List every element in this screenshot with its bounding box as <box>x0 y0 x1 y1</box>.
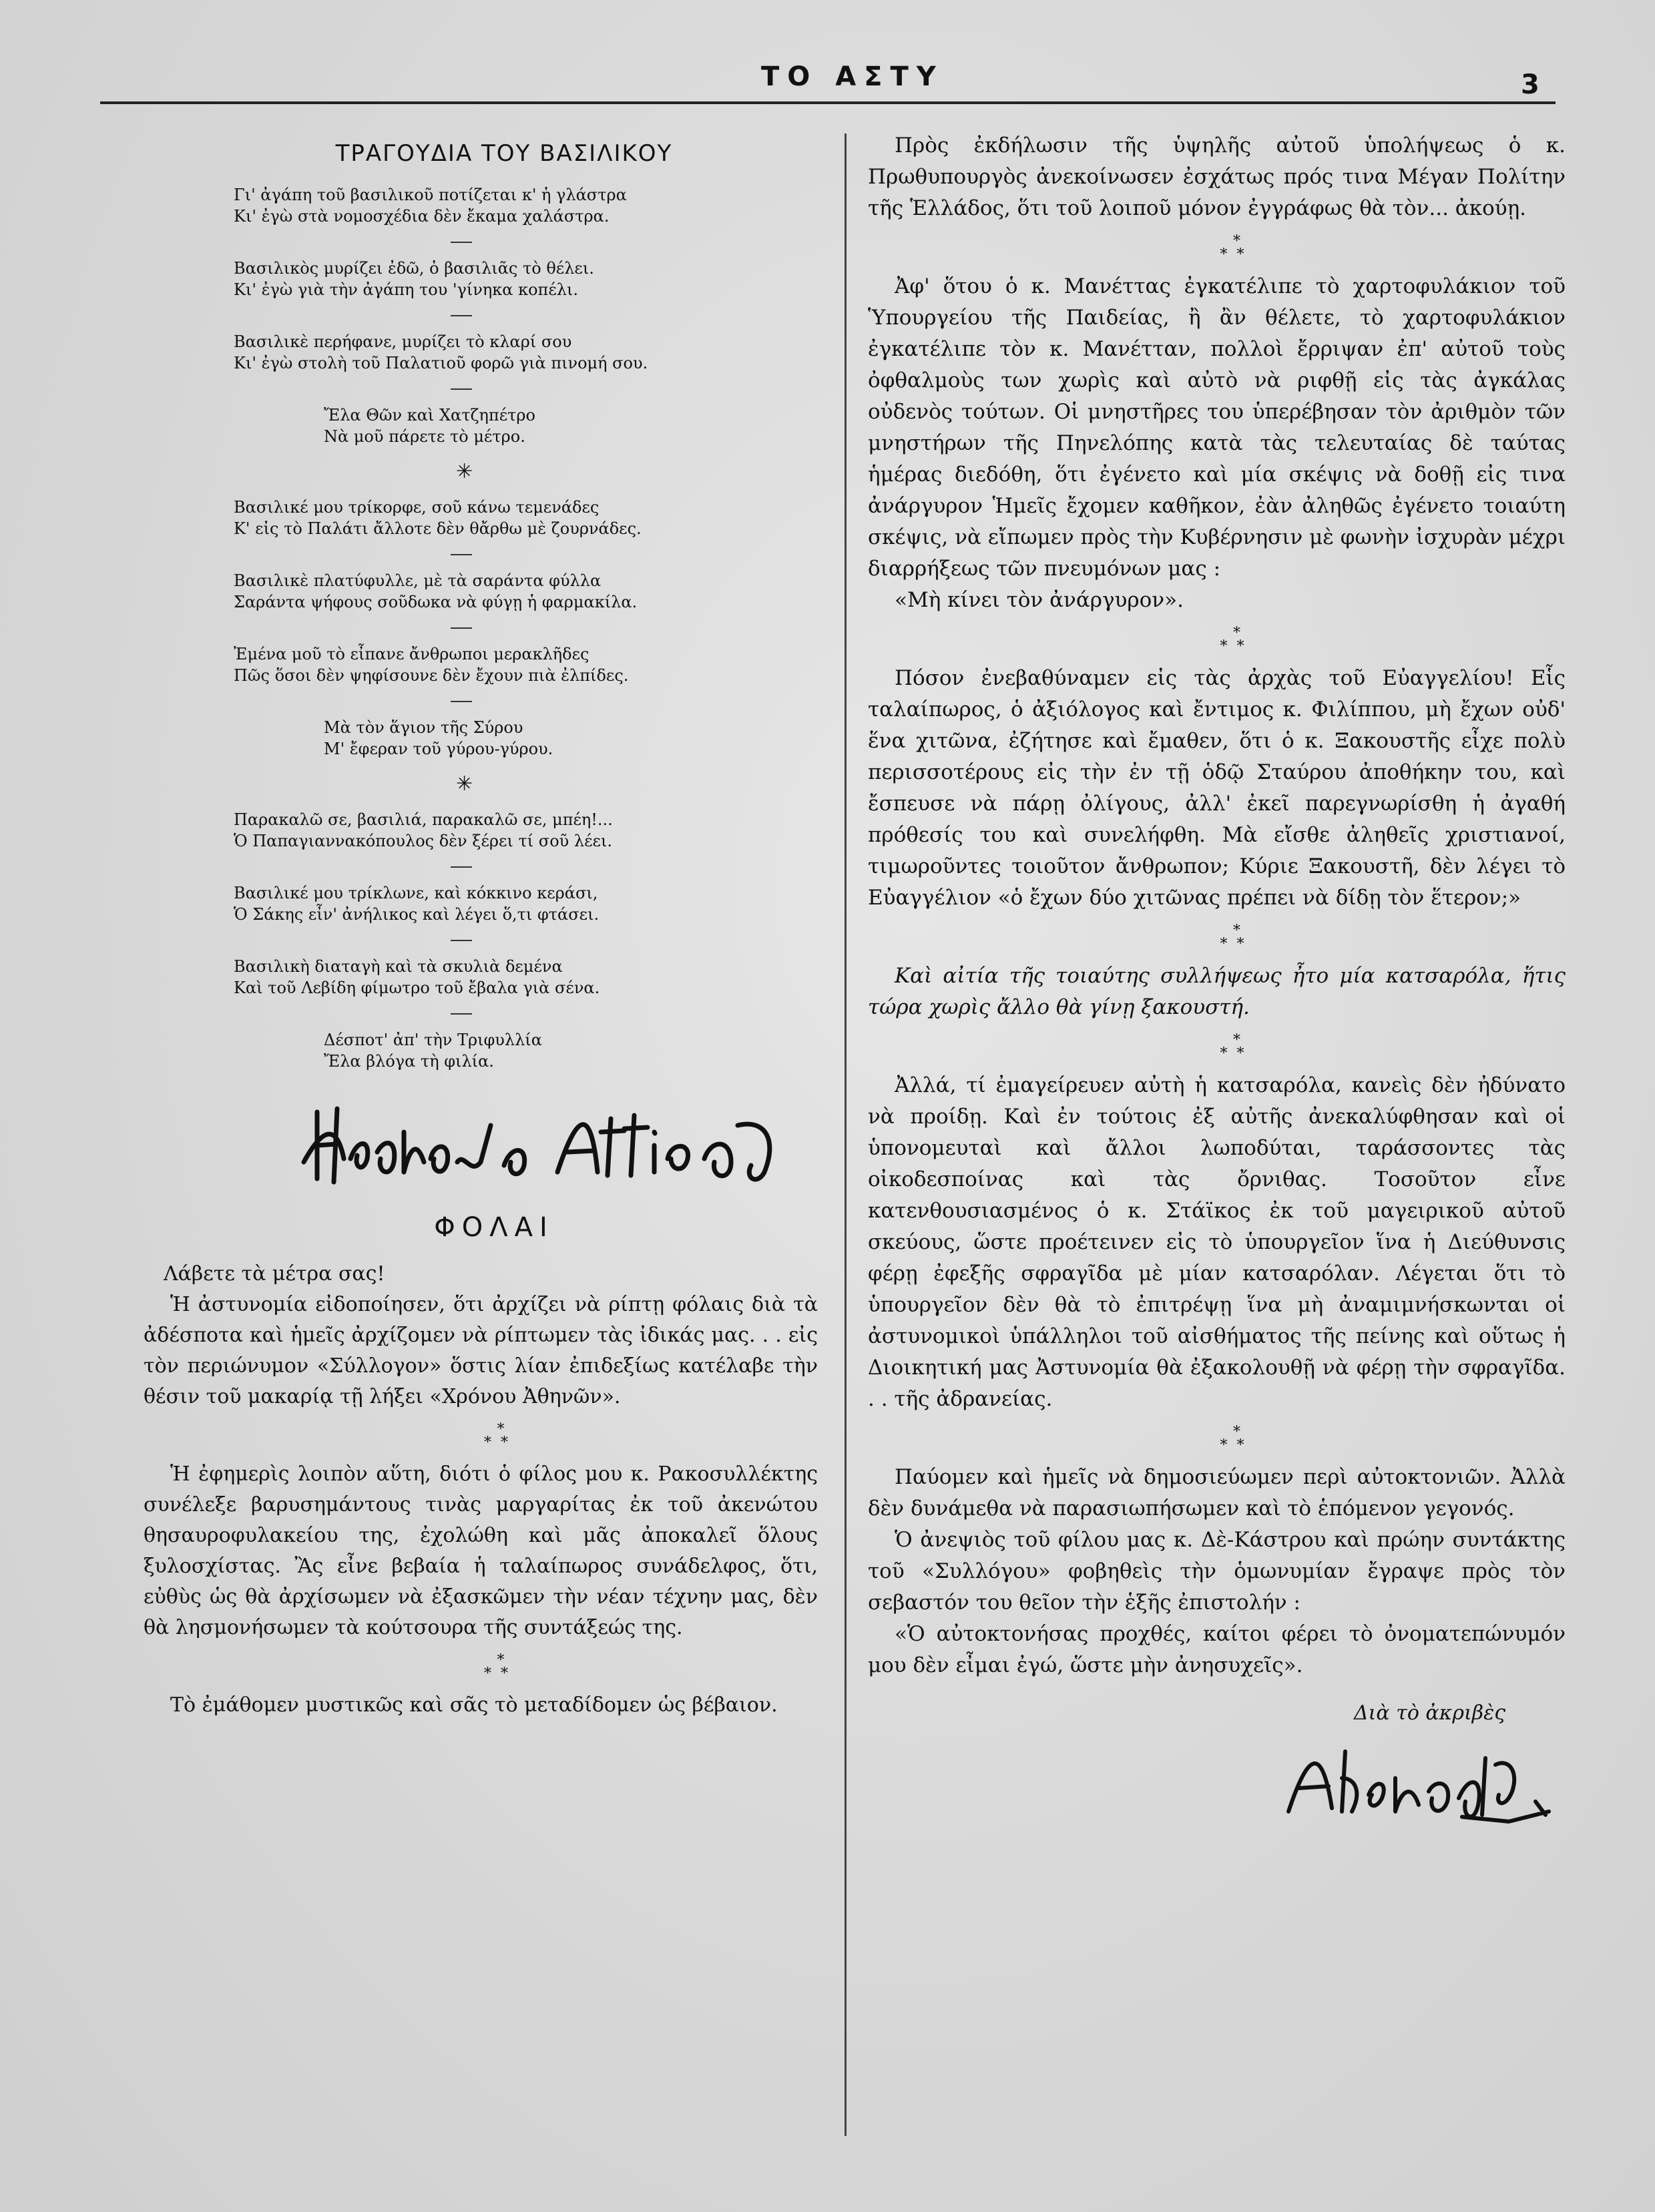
star-icon: * <box>1233 233 1240 250</box>
stanza-separator <box>451 242 472 243</box>
stanza-separator <box>451 627 472 629</box>
star-icon: ** <box>1220 638 1254 655</box>
right-column <box>868 130 1566 1832</box>
paragraph: Καὶ αἰτία τῆς τοιαύτης συλλήψεως ἦτο μία κατσαρόλα, ἥτις τώρα χωρὶς ἄλλο θὰ γίνῃ ξακουστή. <box>868 964 1566 1019</box>
page-number: 3 <box>1521 69 1540 100</box>
star-icon: ** <box>1220 1437 1254 1454</box>
paragraph: «Ὁ αὐτοκτονήσας προχθές, καίτοι φέρει τὸ ὀνοματεπώνυμόν μου δὲν εἶμαι ἐγώ, ὥστε μὴν ἀνησυχεῖς». <box>868 1622 1566 1677</box>
poem-line: Ἔλα Θῶν καὶ Χατζηπέτρο <box>324 406 535 425</box>
paragraph: Ὁ ἀνεψιὸς τοῦ φίλου μας κ. Δὲ-Κάστρου καὶ πρώην συντάκτης τοῦ «Συλλόγου» φοβηθεὶς τὴν ὁμωνυμίαν ἔγραψε πρὸς τὸν σεβαστόν του θεῖον τὴν ἑξῆς ἐπιστολήν : <box>868 1528 1566 1615</box>
poem-line: Σαράντα ψήφους σοῦδωκα νὰ φύγῃ ἡ φαρμακίλα. <box>234 593 638 611</box>
section-break <box>868 1034 1566 1061</box>
asterism-ornament-icon: ✳ <box>456 460 473 483</box>
paragraph: Ἀφ' ὅτου ὁ κ. Μανέττας ἐγκατέλιπε τὸ χαρτοφυλάκιον τοῦ Ὑπουργείου τῆς Παιδείας, ἢ ἂν θέλετε, τὸ χαρτοφυλάκιον ἐγκατέλιπε τὸν κ. Μανέτταν, πολλοὶ ἔρριψαν ἐπ' αὐτοῦ τοὺς ὀφθαλμοὺς των χωρὶς καὶ αὐτὸ νὰ ριφθῇ εἰς τὰς ἀγκάλας οὐδενὸς τούτων. Οἱ μνηστῆρες του ὑπερέβησαν τὸν ἀριθμὸν τῶν μνηστήρων τῆς Πηνελόπης κατὰ τὰς τελευταίας δὲ ταύτας ἡμέρας διεδόθη, ὅτι ἐγένετο καὶ μία σκέψις νὰ δοθῇ εἰς τινα ἀνάργυρον Ἡμεῖς ἔχομεν καθῆκον, ἐὰν ἀληθῶς ἐγένετο τοιαύτη σκέψις, νὰ εἴπωμεν πρὸς τὴν Κυβέρνησιν μὲ φωνὴν ἰσχυρὰν μέχρι διαρρήξεως τῶν πνευμόνων μας : <box>868 274 1566 581</box>
left-column <box>144 140 818 1721</box>
star-icon: * <box>1233 625 1240 641</box>
poem-line: Κι' ἐγὼ στολὴ τοῦ Παλατιοῦ φορῶ γιὰ πινομή σου. <box>234 354 648 372</box>
poem-line: Ἔλα βλόγα τὴ φιλία. <box>324 1052 494 1071</box>
signature-herodes <box>144 1099 818 1199</box>
stanza-separator <box>451 1013 472 1015</box>
closing-line: Διὰ τὸ ἀκριβὲς <box>1354 1701 1505 1725</box>
poem-line: Ἐμένα μοῦ τὸ εἶπανε ἄνθρωποι μερακλῆδες <box>234 645 589 663</box>
section-break <box>868 924 1566 951</box>
poem-line: Γι' ἀγάπη τοῦ βασιλικοῦ ποτίζεται κ' ἡ γλάστρα <box>234 186 627 204</box>
stanza <box>324 1029 818 1072</box>
asterism-ornament-icon: ✳ <box>456 772 473 796</box>
poem-line: Βασιλικὲ πλατύφυλλε, μὲ τὰ σαράντα φύλλα <box>234 571 602 590</box>
star-icon: ** <box>1220 1045 1254 1062</box>
header-rule <box>100 101 1556 104</box>
handwritten-signature-icon <box>297 1099 804 1192</box>
stanza <box>234 643 818 686</box>
paragraph: Παύομεν καὶ ἡμεῖς νὰ δημοσιεύωμεν περὶ αὐτοκτονιῶν. Ἀλλὰ δὲν δυνάμεθα νὰ παρασιωπήσωμεν καὶ τὸ ἑπόμενον γεγονός. <box>868 1465 1566 1520</box>
poem-line: Ὁ Παπαγιαννακόπουλος δὲν ξέρει τί σοῦ λέει. <box>234 832 612 850</box>
poem-line: Βασιλικὴ διαταγὴ καὶ τὰ σκυλιὰ δεμένα <box>234 957 563 976</box>
poem-line: Πῶς ὅσοι δὲν ψηφίσουνε δὲν ἔχουν πιὰ ἐλπίδες. <box>234 666 629 685</box>
poem-line: Κι' ἐγὼ στὰ νομοσχέδια δὲν ἔκαμα χαλάστρα. <box>234 207 610 226</box>
star-icon: * <box>1233 1424 1240 1440</box>
poem-line: Μ' ἔφεραν τοῦ γύρου-γύρου. <box>324 740 553 758</box>
paragraph: Λάβετε τὰ μέτρα σας! <box>164 1262 385 1286</box>
section-break <box>144 1423 818 1450</box>
stanza-separator <box>451 701 472 702</box>
poem-line: Βασιλικέ μου τρίκορφε, σοῦ κάνω τεμενάδες <box>234 498 600 517</box>
article-right <box>868 130 1566 1681</box>
section-break <box>868 235 1566 262</box>
poem-line: Παρακαλῶ σε, βασιλιά, παρακαλῶ σε, μπέη!... <box>234 810 613 829</box>
paragraph: «Μὴ κίνει τὸν ἀνάργυρον». <box>895 588 1184 612</box>
paragraph: Πόσον ἐνεβαθύναμεν εἰς τὰς ἀρχὰς τοῦ Εὐαγγελίου! Εἷς ταλαίπωρος, ὁ ἀξιόλογος καὶ ἔντιμος κ. Φιλίππου, μὴ ἔχων οὐδ' ἕνα χιτῶνα, ἐζήτησε καὶ ἔμαθεν, ὅτι ὁ κ. Ξακουστῆς εἶχε πολὺ περισσοτέρους εἰς τὴν ἐν τῇ ὁδῷ Σταύρου ἀποθήκην του, καὶ ἔσπευσε νὰ πάρῃ ὀλίγους, ἀλλ' ἐκεῖ παρεγνωρίσθη ἡ ἀγαθή πρόθεσίς του καὶ συνελήφθη. Μὰ εἴσθε ἀληθεῖς χριστιανοί, τιμωροῦντες τοιοῦτον ἄνθρωπον; Κύριε Ξακουστῆ, δὲν λέγει τὸ Εὐαγγέλιον «ὁ ἔχων δύο χιτῶνας πρέπει νὰ δίδῃ τὸν ἕτερον;» <box>868 666 1566 910</box>
poem-line: Κ' εἰς τὸ Παλάτι ἄλλοτε δὲν θἄρθω μὲ ζουρνάδες. <box>234 519 642 538</box>
stanza <box>234 882 818 925</box>
article-folai <box>144 1259 818 1721</box>
poem-title: ΤΡΑΓΟΥΔΙΑ ΤΟΥ ΒΑΣΙΛΙΚΟΥ <box>335 140 673 167</box>
section-break <box>868 627 1566 653</box>
stanza <box>234 184 818 227</box>
stanza-separator <box>451 554 472 555</box>
star-icon: * <box>497 1652 505 1669</box>
poem-line: Βασιλικὸς μυρίζει ἐδῶ, ὁ βασιλιᾶς τὸ θέλει. <box>234 259 594 278</box>
paragraph: Τὸ ἐμάθομεν μυστικῶς καὶ σᾶς τὸ μεταδίδομεν ὡς βέβαιον. <box>170 1693 778 1717</box>
stanza-separator <box>451 866 472 868</box>
poem-line: Νὰ μοῦ πάρετε τὸ μέτρο. <box>324 427 525 446</box>
stanza <box>234 956 818 999</box>
handwritten-signature-icon <box>1282 1738 1562 1825</box>
poem-line: Δέσποτ' ἀπ' τὴν Τριφυλλία <box>324 1031 542 1049</box>
stanza <box>324 717 818 760</box>
paragraph: Ἡ ἐφημερὶς λοιπὸν αὕτη, διότι ὁ φίλος μου κ. Ρακοσυλλέκτης συνέλεξε βαρυσημάντους τινὰς μαργαρίτας ἐκ τοῦ ἀκενώτου θησαυροφυλακείου της, ἐχολώθη καὶ μᾶς ἀποκαλεῖ ὅλους ξυλοσχίστας. Ἂς εἶνε βεβαία ἡ ταλαίπωρος συνάδελφος, ὅτι, εὐθὺς ὡς θὰ ἀρχίσωμεν νὰ ἐξασκῶμεν τὴν νέαν τέχνην μας, δὲν θὰ λησμονήσωμεν τὰ κούτσουρα τῆς συντάξεώς της. <box>144 1462 818 1639</box>
stanza-separator <box>451 940 472 941</box>
stanza <box>234 258 818 300</box>
star-icon: * <box>1233 922 1240 939</box>
stanza <box>234 331 818 374</box>
poem-line: Κι' ἐγὼ γιὰ τὴν ἀγάπη του 'γίνηκα κοπέλι. <box>234 280 578 299</box>
stanza <box>234 809 818 852</box>
stanza-separator <box>451 315 472 316</box>
poem-line: Βασιλικὲ περήφανε, μυρίζει τὸ κλαρί σου <box>234 332 572 351</box>
poem-line: Καὶ τοῦ Λεβίδη φίμωτρο τοῦ ἔβαλα γιὰ σένα. <box>234 979 600 997</box>
star-icon: ** <box>1220 246 1254 263</box>
paragraph: Πρὸς ἐκδήλωσιν τῆς ὑψηλῆς αὐτοῦ ὑπολήψεως ὁ κ. Πρωθυπουργὸς ἀνεκοίνωσεν ἐσχάτως πρός τινα Μέγαν Πολίτην τῆς Ἑλλάδος, ὅτι τοῦ λοιποῦ μόνον ἐγγράφως θὰ τὸν... ἀκούῃ. <box>868 133 1566 220</box>
section-title: ΦΟΛΑΙ <box>434 1212 554 1243</box>
star-icon: ** <box>1220 936 1254 952</box>
stanza <box>234 497 818 539</box>
star-icon: * <box>497 1421 505 1438</box>
poem-line: Βασιλικέ μου τρίκλωνε, καὶ κόκκινο κεράσι, <box>234 884 598 902</box>
signature-author <box>868 1738 1566 1832</box>
poem-line: Μὰ τὸν ἅγιον τῆς Σύρου <box>324 718 523 737</box>
paragraph: Ἡ ἀστυνομία εἰδοποίησεν, ὅτι ἀρχίζει νὰ ρίπτῃ φόλαις διὰ τὰ ἀδέσποτα καὶ ἡμεῖς ἀρχίζομεν νὰ ρίπτωμεν τὰς ἰδικάς μας. . . εἰς τὸν περιώνυμον «Σύλλογον» ὅστις λίαν ἐπιδεξίως κατέλαβε τὴν θέσιν τοῦ μακαρίᾳ τῇ λήξει «Χρόνου Ἀθηνῶν». <box>144 1293 818 1408</box>
masthead-title: ΤΟ ΑΣΤΥ <box>761 61 944 92</box>
stanza <box>324 404 818 447</box>
section-break <box>868 1426 1566 1452</box>
star-icon: ** <box>484 1434 517 1451</box>
stanza <box>234 570 818 613</box>
stanza-separator <box>451 388 472 390</box>
star-icon: ** <box>484 1665 517 1682</box>
column-rule <box>845 133 847 2136</box>
paragraph: Ἀλλά, τί ἐμαγείρευεν αὐτὴ ἡ κατσαρόλα, κανεὶς δὲν ἠδύνατο νὰ προίδῃ. Καὶ ἐν τούτοις ἐξ αὐτῆς ἀνεκαλύφθησαν καὶ οἱ ὑπονομευταὶ καὶ ἄλλοι λωποδύται, ταράσσοντες τὰς οἰκοδεσποίνας καὶ τὰς ὄρνιθας. Τοσοῦτον εἶνε κατενθουσιασμένος ὁ κ. Στάϊκος ἐκ τοῦ μαγειρικοῦ αὐτοῦ σκεύους, ὥστε προέτεινεν εἰς τὸ ὑπουργεῖον ἵνα ἡ Διεύθυνσις φέρῃ ἐφεξῆς σφραγῖδα μὲ μίαν κατσαρόλαν. Λέγεται ὅτι τὸ ὑπουργεῖον δὲν θὰ τὸ ἐπιτρέψῃ ἵνα μὴ ἀναμιμνήσκωνται οἱ ἀστυνομικοὶ ὑπάλληλοι τοῦ αἰσθήματος τῆς πείνης καὶ οὕτως ἡ Διοικητική μας Ἀστυνομία θὰ ἐξακολουθῇ νὰ φέρῃ τὴν σφραγῖδα. . . τῆς ἀδρανείας. <box>868 1073 1566 1411</box>
star-icon: * <box>1233 1032 1240 1049</box>
poem-line: Ὁ Σάκης εἶν' ἀνήλικος καὶ λέγει ὅ,τι φτάσει. <box>234 905 600 924</box>
section-break <box>144 1654 818 1681</box>
